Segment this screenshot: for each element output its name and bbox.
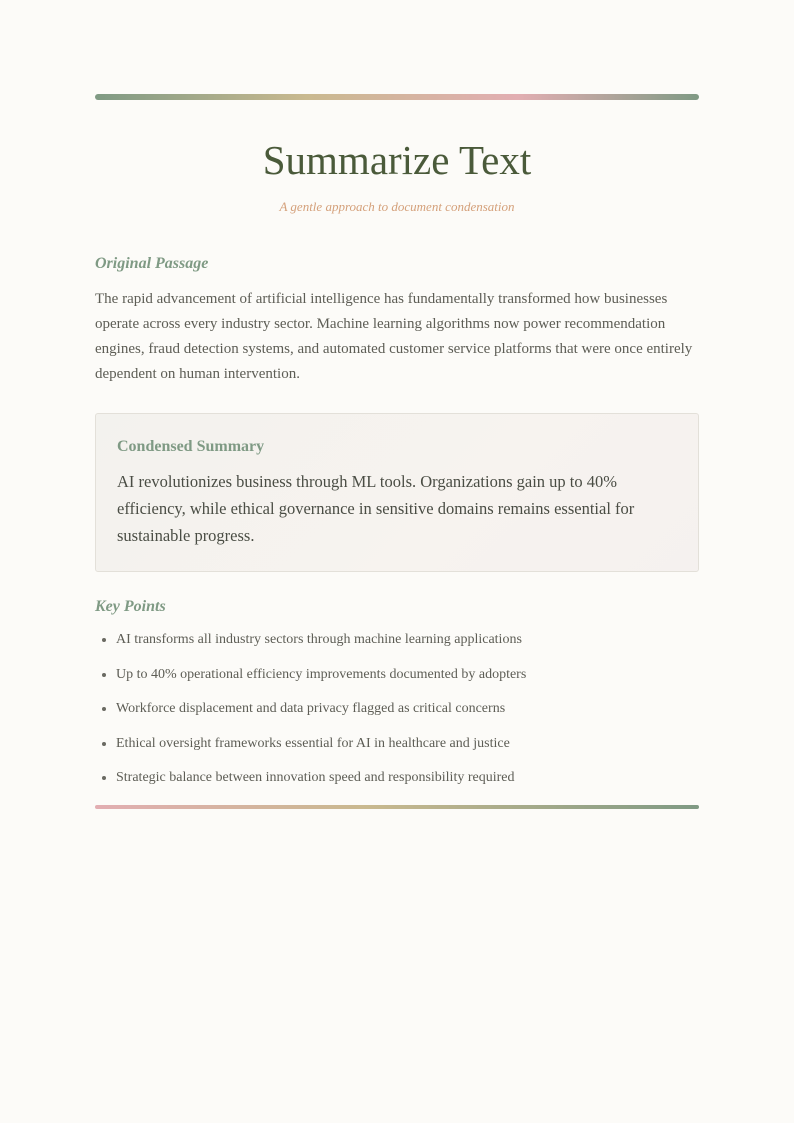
key-points-heading: Key Points [95,598,166,616]
page-subtitle: A gentle approach to document condensation [279,199,515,215]
bottom-decorative-rule [95,805,699,809]
condensed-summary-box [95,413,699,572]
condensed-summary-heading: Condensed Summary [117,438,265,456]
original-passage-text: The rapid advancement of artificial intelligence has fundamentally transformed how businesses operate across every industry sector. Machine learning algorithms now power recommendation engines, fraud detection systems, and automated customer service platforms that were once entirely dependent on human intervention. [95,291,693,383]
key-point-item: • AI transforms all industry sectors through machine learning applications [116,630,699,650]
key-point-item: • Strategic balance between innovation speed and responsibility required [116,768,699,788]
condensed-summary-text: AI revolutionizes business through ML tools. Organizations gain up to 40% efficiency, while ethical governance in sensitive domains remains essential for sustainable progress. [117,472,635,546]
page-title: Summarize Text [262,137,532,183]
key-point-item: • Workforce displacement and data privacy flagged as critical concerns [116,699,699,719]
key-point-item: • Ethical oversight frameworks essential for AI in healthcare and justice [116,734,699,754]
original-passage-heading: Original Passage [95,255,209,273]
document-page [95,94,699,809]
key-points-list [95,630,699,788]
top-decorative-rule [95,94,699,100]
key-point-item: • Up to 40% operational efficiency improvements documented by adopters [116,665,699,685]
